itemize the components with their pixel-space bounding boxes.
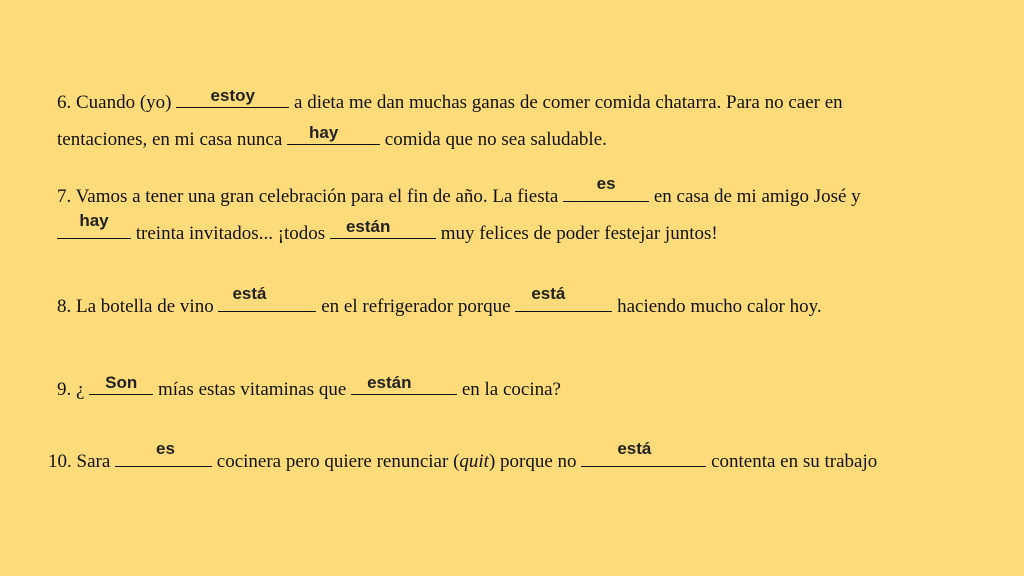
item-8-number: 8. <box>57 296 72 317</box>
item-10-text-2: cocinera pero quiere renunciar ( <box>212 451 460 472</box>
item-9-line <box>57 373 561 402</box>
item-10-blank-2[interactable] <box>581 439 706 467</box>
item-6-answer-2: hay <box>309 123 339 142</box>
item-6-line-1 <box>57 86 843 115</box>
item-6-text-1: Cuando (yo) <box>71 92 177 113</box>
item-7-line-1 <box>57 174 861 209</box>
item-8-blank-1[interactable] <box>218 284 316 312</box>
item-7-blank-2[interactable] <box>57 211 131 239</box>
item-9-text-3: en la cocina? <box>457 379 561 400</box>
item-6-text-3: tentaciones, en mi casa nunca <box>57 129 288 150</box>
item-7-text-2: en casa de mi amigo José y <box>649 186 861 207</box>
item-7-text-1: Vamos a tener una gran celebración para el fin de año. La fiesta <box>71 186 564 207</box>
item-8-text-2: en el refrigerador porque <box>316 296 516 317</box>
item-10-text-4: contenta en su trabajo <box>706 451 878 472</box>
item-7-answer-2: hay <box>79 211 109 230</box>
item-9-text-2: mías estas vitaminas que <box>153 379 352 400</box>
item-7-blank-3[interactable] <box>330 217 436 239</box>
item-8-blank-2[interactable] <box>515 284 612 312</box>
item-9-number: 9. <box>57 379 72 400</box>
item-10-answer-2: está <box>617 439 652 458</box>
item-7-text-4: muy felices de poder festejar juntos! <box>435 223 718 244</box>
item-8-answer-1: está <box>232 284 267 303</box>
item-10-text-1: Sara <box>71 451 116 472</box>
item-6-blank-2[interactable] <box>287 123 380 145</box>
item-9-answer-1: Son <box>105 373 138 392</box>
item-6-answer-1: estoy <box>210 86 255 105</box>
item-8-text-3: haciendo mucho calor hoy. <box>612 296 822 317</box>
item-8-text-1: La botella de vino <box>71 296 219 317</box>
item-10-line <box>48 439 878 474</box>
item-8-line <box>57 284 822 319</box>
item-8-answer-2: está <box>531 284 566 303</box>
item-6-line-2 <box>57 123 607 152</box>
item-7-number: 7. <box>57 186 72 207</box>
item-6-text-4: comida que no sea saludable. <box>380 129 607 150</box>
item-9-blank-1[interactable] <box>89 373 153 395</box>
item-6-blank-1[interactable] <box>176 86 289 108</box>
item-7-answer-3: están <box>345 217 391 236</box>
item-7-line-2 <box>57 211 718 246</box>
item-6-number: 6. <box>57 92 72 113</box>
item-9-blank-2[interactable] <box>351 373 457 395</box>
item-10-answer-1: es <box>156 439 175 458</box>
item-10-number: 10. <box>48 451 72 472</box>
item-7-answer-1: es <box>596 174 616 193</box>
item-7-blank-1[interactable] <box>563 174 649 202</box>
item-9-text-1: ¿ <box>71 379 90 400</box>
item-10-text-3: ) porque no <box>488 451 582 472</box>
item-10-blank-1[interactable] <box>115 439 212 467</box>
item-7-text-3: treinta invitados... ¡todos <box>131 223 330 244</box>
item-6-text-2: a dieta me dan muchas ganas de comer comida chatarra. Para no caer en <box>289 92 843 113</box>
item-10-italic-quit: quit <box>459 451 489 472</box>
item-9-answer-2: están <box>367 373 412 392</box>
